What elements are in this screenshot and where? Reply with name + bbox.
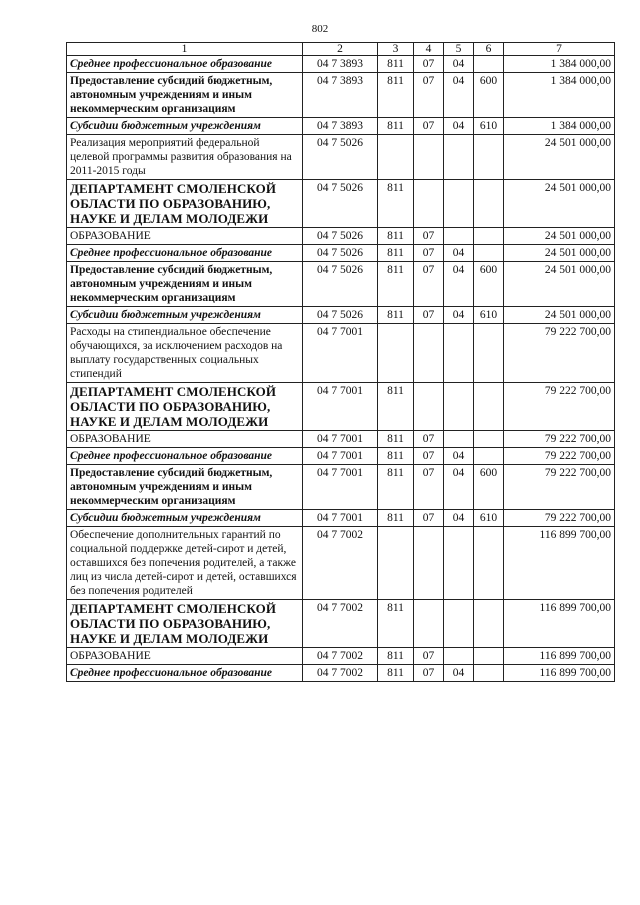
row-name-cell: ДЕПАРТАМЕНТ СМОЛЕНСКОЙ ОБЛАСТИ ПО ОБРАЗОВАНИЮ, НАУКЕ И ДЕЛАМ МОЛОДЕЖИ [67,180,303,228]
header-cell-pr: 5 [444,43,474,56]
table-row [67,262,615,307]
row-name-cell: Субсидии бюджетным учреждениям [67,118,303,135]
row-pr-cell: 04 [444,56,474,73]
table-row [67,307,615,324]
row-pr-cell [444,648,474,665]
table-row [67,510,615,527]
row-code-cell: 04 7 7002 [303,527,378,600]
row-code-cell: 04 7 7001 [303,431,378,448]
row-rz-cell: 07 [414,118,444,135]
row-vr-cell [474,245,504,262]
row-amount-cell: 116 899 700,00 [504,665,615,682]
row-name-cell: Среднее профессиональное образование [67,448,303,465]
row-amount-cell: 116 899 700,00 [504,600,615,648]
header-cell-ved: 3 [378,43,414,56]
row-rz-cell: 07 [414,307,444,324]
table-row [67,118,615,135]
row-ved-cell: 811 [378,465,414,510]
row-rz-cell: 07 [414,510,444,527]
row-pr-cell: 04 [444,73,474,118]
row-vr-cell [474,56,504,73]
row-code-cell: 04 7 7001 [303,383,378,431]
row-amount-cell: 1 384 000,00 [504,56,615,73]
row-ved-cell: 811 [378,665,414,682]
row-name-cell: Среднее профессиональное образование [67,665,303,682]
header-cell-amount: 7 [504,43,615,56]
row-rz-cell [414,180,444,228]
row-ved-cell: 811 [378,510,414,527]
row-ved-cell: 811 [378,448,414,465]
row-ved-cell [378,324,414,383]
row-amount-cell: 24 501 000,00 [504,245,615,262]
table-row [67,600,615,648]
row-rz-cell: 07 [414,448,444,465]
row-pr-cell: 04 [444,118,474,135]
row-code-cell: 04 7 7001 [303,324,378,383]
row-pr-cell [444,324,474,383]
row-name-cell: ОБРАЗОВАНИЕ [67,648,303,665]
row-ved-cell [378,527,414,600]
row-rz-cell: 07 [414,465,444,510]
row-ved-cell: 811 [378,245,414,262]
row-code-cell: 04 7 7001 [303,510,378,527]
row-name-cell: ОБРАЗОВАНИЕ [67,228,303,245]
row-code-cell: 04 7 5026 [303,245,378,262]
row-vr-cell: 610 [474,307,504,324]
row-name-cell: ДЕПАРТАМЕНТ СМОЛЕНСКОЙ ОБЛАСТИ ПО ОБРАЗОВАНИЮ, НАУКЕ И ДЕЛАМ МОЛОДЕЖИ [67,600,303,648]
row-code-cell: 04 7 3893 [303,73,378,118]
row-name-cell: Расходы на стипендиальное обеспечение обучающихся, за исключением расходов на выплату государственных социальных стипендий [67,324,303,383]
row-ved-cell: 811 [378,600,414,648]
row-name-cell: Предоставление субсидий бюджетным, автономным учреждениям и иным некоммерческим организациям [67,465,303,510]
row-code-cell: 04 7 5026 [303,262,378,307]
row-amount-cell: 79 222 700,00 [504,465,615,510]
row-code-cell: 04 7 5026 [303,307,378,324]
row-name-cell: Реализация мероприятий федеральной целевой программы развития образования на 2011-2015 годы [67,135,303,180]
row-amount-cell: 79 222 700,00 [504,431,615,448]
table-body [67,56,615,682]
row-rz-cell [414,383,444,431]
row-amount-cell: 79 222 700,00 [504,324,615,383]
table-row [67,383,615,431]
table-header-row [67,43,615,56]
row-name-cell: Предоставление субсидий бюджетным, автономным учреждениям и иным некоммерческим организациям [67,262,303,307]
row-code-cell: 04 7 5026 [303,180,378,228]
table-row [67,527,615,600]
row-vr-cell: 610 [474,118,504,135]
row-vr-cell [474,383,504,431]
row-amount-cell: 79 222 700,00 [504,383,615,431]
row-vr-cell [474,180,504,228]
row-amount-cell: 116 899 700,00 [504,648,615,665]
row-vr-cell [474,527,504,600]
row-code-cell: 04 7 3893 [303,118,378,135]
row-vr-cell [474,228,504,245]
row-ved-cell: 811 [378,56,414,73]
row-rz-cell: 07 [414,245,444,262]
row-pr-cell: 04 [444,465,474,510]
row-amount-cell: 24 501 000,00 [504,262,615,307]
row-vr-cell [474,600,504,648]
row-name-cell: ДЕПАРТАМЕНТ СМОЛЕНСКОЙ ОБЛАСТИ ПО ОБРАЗОВАНИЮ, НАУКЕ И ДЕЛАМ МОЛОДЕЖИ [67,383,303,431]
row-code-cell: 04 7 7002 [303,648,378,665]
row-amount-cell: 24 501 000,00 [504,228,615,245]
row-name-cell: Обеспечение дополнительных гарантий по социальной поддержке детей-сирот и детей, оставшихся без попечения родителей, а также лиц из числа детей-сирот и детей, оставшихся без попечения родителей [67,527,303,600]
row-rz-cell: 07 [414,262,444,307]
row-pr-cell [444,527,474,600]
row-code-cell: 04 7 7002 [303,665,378,682]
row-name-cell: Среднее профессиональное образование [67,245,303,262]
row-rz-cell [414,324,444,383]
row-rz-cell [414,135,444,180]
row-ved-cell: 811 [378,262,414,307]
row-pr-cell [444,135,474,180]
row-rz-cell: 07 [414,228,444,245]
row-code-cell: 04 7 7001 [303,448,378,465]
row-pr-cell: 04 [444,307,474,324]
row-amount-cell: 1 384 000,00 [504,118,615,135]
row-pr-cell: 04 [444,262,474,307]
row-ved-cell: 811 [378,228,414,245]
row-pr-cell [444,180,474,228]
row-ved-cell: 811 [378,118,414,135]
header-cell-vr: 6 [474,43,504,56]
row-rz-cell: 07 [414,431,444,448]
row-ved-cell: 811 [378,307,414,324]
table-row [67,228,615,245]
table-row [67,245,615,262]
row-vr-cell: 610 [474,510,504,527]
row-pr-cell: 04 [444,510,474,527]
header-cell-rz: 4 [414,43,444,56]
row-code-cell: 04 7 5026 [303,228,378,245]
table-row [67,665,615,682]
row-ved-cell: 811 [378,73,414,118]
row-name-cell: Среднее профессиональное образование [67,56,303,73]
row-name-cell: ОБРАЗОВАНИЕ [67,431,303,448]
row-rz-cell [414,527,444,600]
row-vr-cell: 600 [474,465,504,510]
row-pr-cell [444,383,474,431]
row-rz-cell: 07 [414,665,444,682]
budget-table [66,42,615,682]
row-vr-cell: 600 [474,73,504,118]
row-pr-cell: 04 [444,448,474,465]
row-rz-cell: 07 [414,648,444,665]
row-rz-cell: 07 [414,56,444,73]
row-vr-cell: 600 [474,262,504,307]
row-amount-cell: 1 384 000,00 [504,73,615,118]
row-ved-cell: 811 [378,648,414,665]
row-vr-cell [474,665,504,682]
row-vr-cell [474,648,504,665]
row-amount-cell: 79 222 700,00 [504,510,615,527]
row-code-cell: 04 7 3893 [303,56,378,73]
row-pr-cell: 04 [444,665,474,682]
table-row [67,56,615,73]
row-code-cell: 04 7 7002 [303,600,378,648]
table-row [67,648,615,665]
row-vr-cell [474,448,504,465]
row-ved-cell: 811 [378,383,414,431]
row-amount-cell: 24 501 000,00 [504,180,615,228]
table-row [67,448,615,465]
table-row [67,73,615,118]
row-rz-cell: 07 [414,73,444,118]
row-pr-cell [444,228,474,245]
table-row [67,324,615,383]
page-number: 802 [311,23,329,35]
row-vr-cell [474,431,504,448]
row-ved-cell: 811 [378,180,414,228]
row-amount-cell: 24 501 000,00 [504,135,615,180]
row-code-cell: 04 7 7001 [303,465,378,510]
table-row [67,431,615,448]
row-name-cell: Субсидии бюджетным учреждениям [67,510,303,527]
row-ved-cell: 811 [378,431,414,448]
row-amount-cell: 116 899 700,00 [504,527,615,600]
table-row [67,135,615,180]
row-vr-cell [474,135,504,180]
header-cell-name: 1 [67,43,303,56]
table-row [67,180,615,228]
row-vr-cell [474,324,504,383]
row-name-cell: Предоставление субсидий бюджетным, автономным учреждениям и иным некоммерческим организациям [67,73,303,118]
row-pr-cell: 04 [444,245,474,262]
row-ved-cell [378,135,414,180]
row-pr-cell [444,600,474,648]
row-amount-cell: 24 501 000,00 [504,307,615,324]
row-amount-cell: 79 222 700,00 [504,448,615,465]
row-code-cell: 04 7 5026 [303,135,378,180]
table-row [67,465,615,510]
header-cell-code: 2 [303,43,378,56]
row-name-cell: Субсидии бюджетным учреждениям [67,307,303,324]
row-pr-cell [444,431,474,448]
row-rz-cell [414,600,444,648]
